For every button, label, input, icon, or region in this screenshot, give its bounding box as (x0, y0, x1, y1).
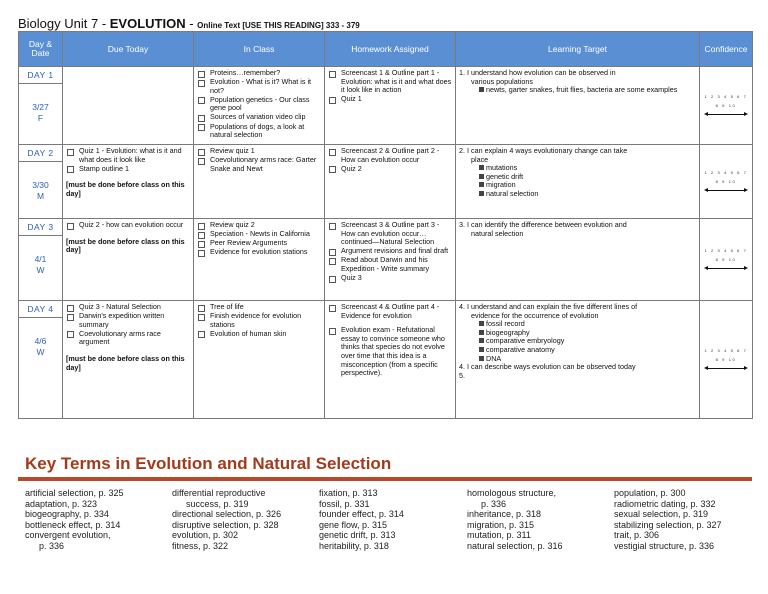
key-terms-column (25, 488, 124, 552)
day-date-line: 3/27 (32, 102, 49, 112)
key-term: p. 336 (39, 540, 65, 551)
key-term: migration, p. 315 (467, 519, 535, 530)
key-terms-column (614, 488, 722, 552)
learning-target-cell (456, 301, 700, 419)
due-today-cell (63, 67, 194, 145)
col-header-due: Due Today (63, 32, 194, 67)
confidence-cell (700, 67, 753, 145)
key-term: gene flow, p. 315 (319, 519, 388, 530)
due-today-cell (63, 301, 194, 419)
checklist-item[interactable]: Screencast 3 & Outline part 3 - How can evolution occur… continued—Natural Selection (328, 221, 452, 247)
arrow-left-head (704, 366, 708, 370)
checklist-item[interactable]: Evolution exam - Refutational essay to convince someone who thinks that species do not evolve over time that this idea is a misconception (from a specific perspective). (328, 326, 452, 378)
target-continued: evidence for the occurrence of evolution (471, 310, 599, 320)
target-bullet-text: DNA (486, 353, 502, 363)
key-term: mutation, p. 311 (467, 530, 531, 541)
confidence-arrow-icon[interactable] (704, 266, 748, 271)
learning-target-cell (456, 219, 700, 301)
confidence-scale: 1 2 3 4 5 6 7 8 9 10 (704, 248, 748, 262)
key-term: differential reproductive (172, 488, 266, 498)
key-term: genetic drift, p. 313 (319, 530, 396, 541)
day-date (19, 84, 62, 124)
day-weekday: M (36, 191, 45, 201)
day-cell (19, 301, 63, 419)
confidence-scale: 1 2 3 4 5 6 7 8 9 10 (704, 170, 748, 184)
day-weekday: F (37, 113, 44, 123)
key-term: convergent evolution, (25, 530, 111, 541)
target-bullet-text: comparative embryology (486, 336, 565, 346)
checklist-item[interactable]: Darwin's expedition written summary (66, 312, 190, 329)
in-class-list (197, 69, 321, 140)
key-term: bottleneck effect, p. 314 (25, 519, 121, 530)
key-terms-column (319, 488, 404, 552)
key-terms-column (467, 488, 563, 552)
target-bullet-text: fossil record (486, 319, 525, 329)
confidence-arrow-icon[interactable] (704, 366, 748, 371)
checklist-item[interactable]: Coevolutionary arms race: Garter Snake and Newt (197, 156, 321, 173)
key-terms-title: Key Terms in Evolution and Natural Selection (25, 454, 392, 473)
in-class-cell (194, 219, 325, 301)
target-bullet-text: migration (486, 180, 516, 190)
key-term: biogeography, p. 334 (25, 509, 109, 520)
in-class-cell (194, 67, 325, 145)
key-terms-rule (18, 477, 752, 481)
checklist-item[interactable]: Peer Review Arguments (197, 239, 321, 248)
schedule-table (18, 31, 753, 419)
day-date (19, 236, 62, 276)
arrow-right-head (744, 366, 748, 370)
key-term: p. 336 (481, 498, 507, 509)
target-statement: 1. I understand how evolution can be observed in (459, 68, 616, 77)
day-label: DAY 4 (19, 301, 62, 318)
day-date-line: 4/6 (34, 336, 47, 346)
checklist-item[interactable]: Quiz 1 - Evolution: what is it and what does it look like (66, 147, 190, 164)
target-bullet (459, 86, 696, 95)
target-statement: 2. I can explain 4 ways evolutionary change can take (459, 146, 628, 155)
confidence-cell (700, 145, 753, 219)
due-note: [must be done before class on this day] (66, 180, 185, 198)
checklist-item[interactable]: Sources of variation video clip (197, 113, 321, 122)
key-term: founder effect, p. 314 (319, 509, 404, 520)
checklist-item[interactable]: Evolution - What is it? What is it not? (197, 78, 321, 95)
checklist-item[interactable]: Quiz 2 - how can evolution occur (66, 221, 190, 230)
checklist-item[interactable]: Populations of dogs, a look at natural selection (197, 123, 321, 140)
target-continued: various populations (471, 76, 533, 86)
key-term: heritability, p. 318 (319, 540, 389, 551)
col-header-confidence: Confidence (700, 32, 753, 67)
target-bullet-text: comparative anatomy (486, 344, 555, 354)
target-bullet-text: natural selection (486, 188, 539, 198)
checklist-item[interactable]: Quiz 3 - Natural Selection (66, 303, 190, 312)
day-weekday: W (36, 347, 45, 357)
checklist-item[interactable]: Evolution of human skin (197, 330, 321, 339)
arrow-right-head (744, 188, 748, 192)
target-continued: natural selection (471, 228, 524, 238)
bullet-square-icon (479, 330, 484, 335)
key-term: success, p. 319 (186, 498, 249, 509)
checklist-item[interactable]: Tree of life (197, 303, 321, 312)
col-header-day: Day & Date (19, 32, 63, 67)
table-row (19, 67, 753, 145)
homework-cell (325, 219, 456, 301)
day-cell (19, 145, 63, 219)
target-continued: place (471, 154, 489, 164)
homework-list (328, 303, 452, 378)
key-term: sexual selection, p. 319 (614, 509, 709, 520)
col-header-learning-target: Learning Target (456, 32, 700, 67)
arrow-left-head (704, 266, 708, 270)
confidence-scale: 1 2 3 4 5 6 7 8 9 10 (704, 348, 748, 362)
day-date (19, 162, 62, 202)
day-date-line: 4/1 (34, 254, 47, 264)
checklist-item[interactable]: Finish evidence for evolution stations (197, 312, 321, 329)
title-main: EVOLUTION (109, 16, 186, 31)
homework-cell (325, 145, 456, 219)
learning-target-cell (456, 145, 700, 219)
day-cell (19, 219, 63, 301)
checklist-item[interactable]: Quiz 3 (328, 274, 452, 283)
title-prefix: Biology Unit 7 - (18, 16, 110, 31)
due-note: [must be done before class on this day] (66, 236, 185, 255)
checklist-item[interactable]: Evidence for evolution stations (197, 248, 321, 257)
bullet-square-icon (479, 321, 484, 326)
bullet-square-icon (479, 87, 484, 92)
target-statement: 4. I can describe ways evolution can be observed today (459, 362, 636, 372)
key-term: homologous structure, (467, 488, 557, 498)
target-bullet-text: mutations (486, 163, 518, 173)
bullet-square-icon (479, 191, 484, 196)
bullet-square-icon (479, 174, 484, 179)
arrow-line (707, 190, 745, 191)
due-list (66, 221, 190, 230)
checklist-item[interactable]: Read about Darwin and his Expedition - Write summary (328, 256, 452, 273)
key-term: artificial selection, p. 325 (25, 488, 124, 498)
table-row (19, 219, 753, 301)
arrow-right-head (744, 112, 748, 116)
confidence-arrow-icon[interactable] (704, 112, 748, 117)
key-term: fossil, p. 331 (319, 498, 370, 509)
confidence-arrow-icon[interactable] (704, 188, 748, 193)
checklist-item[interactable]: Proteins…remember? (197, 69, 321, 78)
key-term: stabilizing selection, p. 327 (614, 519, 722, 530)
due-list (66, 303, 190, 347)
homework-cell (325, 301, 456, 419)
day-label: DAY 3 (19, 219, 62, 236)
confidence-scale: 1 2 3 4 5 6 7 8 9 10 (704, 94, 748, 108)
bullet-square-icon (479, 182, 484, 187)
page-title (18, 16, 360, 31)
key-terms-column (172, 488, 281, 552)
day-weekday: W (36, 265, 45, 275)
in-class-list (197, 303, 321, 338)
confidence-cell (700, 219, 753, 301)
in-class-list (197, 221, 321, 257)
bullet-square-icon (479, 338, 484, 343)
target-bullet (459, 190, 696, 199)
due-today-cell (63, 219, 194, 301)
in-class-list (197, 147, 321, 173)
in-class-cell (194, 145, 325, 219)
checklist-item[interactable]: Quiz 1 (328, 95, 452, 104)
homework-cell (325, 67, 456, 145)
key-term: adaptation, p. 323 (25, 498, 98, 509)
checklist-item[interactable]: Screencast 4 & Outline part 4 - Evidence for evolution (328, 303, 452, 320)
day-date-line: 3/30 (32, 180, 49, 190)
target-statement: 3. I can identify the difference between evolution and (459, 220, 627, 229)
key-term: radiometric dating, p. 332 (614, 498, 716, 509)
checklist-item[interactable]: Stamp outline 1 (66, 165, 190, 174)
due-list (66, 147, 190, 173)
bullet-square-icon (479, 165, 484, 170)
arrow-right-head (744, 266, 748, 270)
key-term: evolution, p. 302 (172, 530, 239, 541)
target-bullet-text: newts, garter snakes, fruit flies, bacteria are some examples (486, 85, 678, 95)
checklist-item[interactable]: Population genetics - Our class gene pool (197, 96, 321, 113)
arrow-left-head (704, 112, 708, 116)
checklist-item[interactable]: Screencast 2 & Outline part 2 - How can evolution occur (328, 147, 452, 164)
day-label: DAY 2 (19, 145, 62, 162)
bullet-square-icon (479, 356, 484, 361)
target-statement: 4. I understand and can explain the five different lines of (459, 302, 638, 311)
day-date (19, 318, 62, 358)
checklist-item[interactable]: Review quiz 2 (197, 221, 321, 230)
bullet-square-icon (479, 347, 484, 352)
title-subtitle: Online Text [USE THIS READING] 333 - 379 (197, 21, 360, 30)
checklist-item[interactable]: Coevolutionary arms race argument (66, 330, 190, 347)
key-term: disruptive selection, p. 328 (172, 519, 279, 530)
confidence-cell (700, 301, 753, 419)
key-term: natural selection, p. 316 (467, 540, 563, 551)
title-dash: - (185, 16, 198, 31)
checklist-item[interactable]: Argument revisions and final draft (328, 247, 452, 256)
key-term: fitness, p. 322 (172, 540, 229, 551)
checklist-item[interactable]: Screencast 1 & Outline part 1 - Evolution: what is it and what does it look like in action (328, 69, 452, 95)
due-note: [must be done before class on this day] (66, 353, 185, 372)
arrow-line (707, 368, 745, 369)
due-today-cell (63, 145, 194, 219)
day-label: DAY 1 (19, 67, 62, 84)
arrow-left-head (704, 188, 708, 192)
key-term: trait, p. 306 (614, 530, 660, 541)
arrow-line (707, 114, 745, 115)
target-bullet-text: genetic drift (486, 171, 524, 181)
key-term: population, p. 300 (614, 488, 686, 498)
col-header-homework: Homework Assigned (325, 32, 456, 67)
key-term: directional selection, p. 326 (172, 509, 282, 520)
checklist-item[interactable]: Review quiz 1 (197, 147, 321, 156)
checklist-item[interactable]: Quiz 2 (328, 165, 452, 174)
homework-list (328, 221, 452, 283)
in-class-cell (194, 301, 325, 419)
key-term: inheritance, p. 318 (467, 509, 542, 520)
homework-list (328, 69, 452, 104)
day-cell (19, 67, 63, 145)
table-header-row (19, 32, 753, 67)
target-statement: 5. (459, 370, 465, 380)
checklist-item[interactable]: Speciation - Newts in California (197, 230, 321, 239)
key-term: vestigial structure, p. 336 (614, 540, 715, 551)
table-row (19, 301, 753, 419)
arrow-line (707, 268, 745, 269)
target-bullet-text: biogeography (486, 327, 530, 337)
homework-list (328, 147, 452, 173)
key-term: fixation, p. 313 (319, 488, 378, 498)
learning-target-cell (456, 67, 700, 145)
col-header-in-class: In Class (194, 32, 325, 67)
table-row (19, 145, 753, 219)
